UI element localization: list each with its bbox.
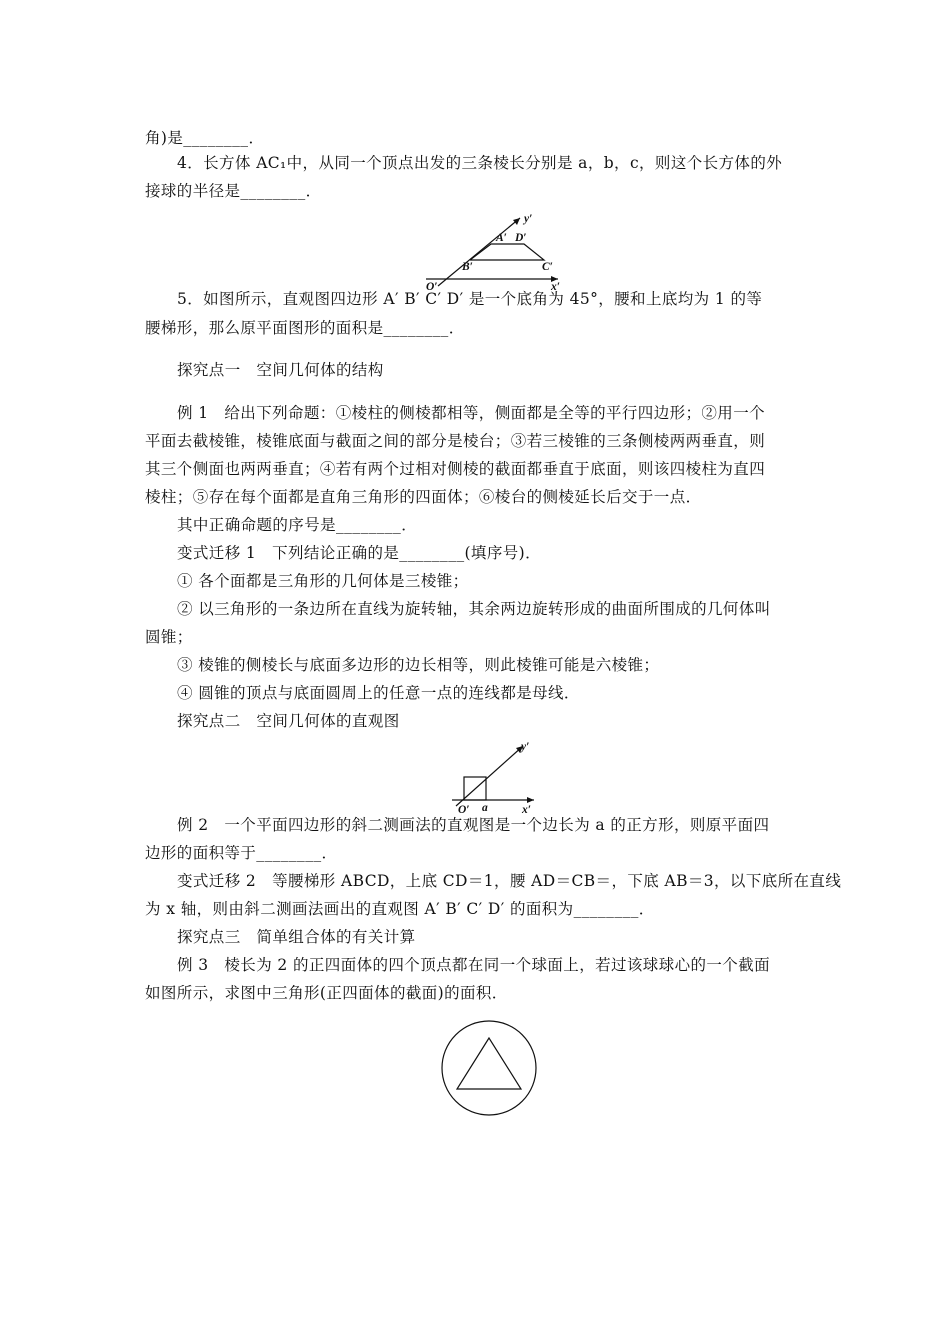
square-figure	[448, 736, 544, 816]
text-line: 接球的半径是________．	[145, 182, 322, 200]
side-a-label: a	[482, 802, 488, 814]
text-line: 腰梯形，那么原平面图形的面积是________．	[145, 319, 465, 337]
example-3: 例 3 棱长为 2 的正四面体的四个顶点都在同一个球面上，若过该球球心的一个截面	[177, 956, 771, 974]
text-line: 平面去截棱锥，棱锥底面与截面之间的部分是棱台；③若三棱锥的三条侧棱两两垂直，则	[145, 432, 766, 450]
section-heading: 探究点二 空间几何体的直观图	[177, 712, 400, 730]
x-axis-label: x′	[551, 281, 560, 291]
vertex-b-label: B′	[462, 261, 473, 273]
y-axis-label: y′	[521, 741, 530, 753]
section-heading: 探究点一 空间几何体的结构	[177, 361, 384, 379]
problem-5: 5．如图所示，直观图四边形 A′ B′ C′ D′ 是一个底角为 45°，腰和上底均为 1 的等	[177, 290, 763, 308]
variant-2: 变式迁移 2 等腰梯形 ABCD，上底 CD＝1，腰 AD＝CB＝，下底 AB＝3，以下底所在直线	[177, 872, 842, 890]
option-1: ① 各个面都是三角形的几何体是三棱锥；	[177, 572, 469, 590]
vertex-c-label: C′	[542, 261, 553, 273]
variant-1: 变式迁移 1 下列结论正确的是________(填序号)．	[177, 544, 541, 562]
problem-4: 4．长方体 AC₁中，从同一个顶点出发的三条棱长分别是 a，b，c，则这个长方体的外	[177, 154, 783, 172]
example-2: 例 2 一个平面四边形的斜二测画法的直观图是一个边长为 a 的正方形，则原平面四	[177, 816, 770, 834]
vertex-d-label: D′	[515, 232, 527, 244]
text-line: 圆锥；	[145, 628, 193, 646]
circle-triangle-figure	[436, 1015, 542, 1121]
option-2: ② 以三角形的一条边所在直线为旋转轴，其余两边旋转形成的曲面所围成的几何体叫	[177, 600, 771, 618]
text-line: 为 x 轴，则由斜二测画法画出的直观图 A′ B′ C′ D′ 的面积为________．	[145, 900, 655, 918]
trapezoid-figure	[420, 206, 570, 291]
text-line: 其三个侧面也两两垂直；④若有两个过相对侧棱的截面都垂直于底面，则该四棱柱为直四	[145, 460, 766, 478]
section-heading: 探究点三 简单组合体的有关计算	[177, 928, 416, 946]
text-line: 其中正确命题的序号是________．	[177, 516, 418, 534]
vertex-a-label: A′	[496, 232, 507, 244]
example-1: 例 1 给出下列命题：①棱柱的侧棱都相等，侧面都是全等的平行四边形；②用一个	[177, 404, 765, 422]
option-4: ④ 圆锥的顶点与底面圆周上的任意一点的连线都是母线．	[177, 684, 580, 702]
option-3: ③ 棱锥的侧棱长与底面多边形的边长相等，则此棱锥可能是六棱锥；	[177, 656, 660, 674]
text-line: 棱柱；⑤存在每个面都是直角三角形的四面体；⑥棱台的侧棱延长后交于一点．	[145, 488, 702, 506]
text-line: 角)是________．	[145, 129, 265, 147]
text-line: 如图所示，求图中三角形(正四面体的截面)的面积．	[145, 984, 508, 1002]
origin-label: O′	[458, 804, 470, 816]
y-axis-label: y′	[524, 213, 533, 225]
origin-label: O′	[426, 281, 438, 291]
x-axis-label: x′	[522, 804, 531, 816]
text-line: 边形的面积等于________．	[145, 844, 338, 862]
